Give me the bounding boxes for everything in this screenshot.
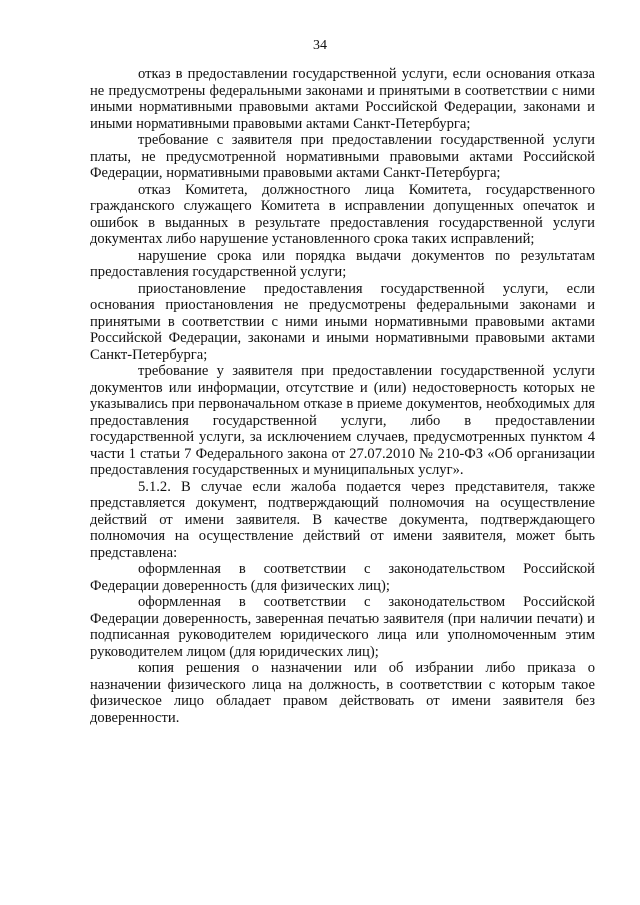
page-number: 34 (313, 38, 327, 53)
paragraph-issuance-violation: нарушение срока или порядка выдачи документов по результатам предоставления государственной услуги; (90, 247, 595, 280)
paragraph-5-1-2: 5.1.2. В случае если жалоба подается через представителя, также представляется документ, подтверждающий полномочия на осуществление действий от имени заявителя. В качестве документа, подтверждающего полномочия на осуществление действий от имени заявителя, может быть представлена: (90, 478, 595, 561)
document-body (90, 66, 595, 726)
paragraph-correction-refusal: отказ Комитета, должностного лица Комитета, государственного гражданского служащего Комитета в исправлении допущенных опечаток и ошибок в выданных в результате предоставления государственной услуги документах либо нарушение установленного срока таких исправлений; (90, 181, 595, 247)
paragraph-suspension: приостановление предоставления государственной услуги, если основания приостановления не предусмотрены федеральными законами и принятыми в соответствии с ними иными нормативными правовыми актами Российской Федерации, законами и иными нормативными правовыми актами Санкт-Петербурга; (90, 280, 595, 363)
paragraph-fee-requirement: требование с заявителя при предоставлении государственной услуги платы, не предусмотренной нормативными правовыми актами Российской Федерации, нормативными правовыми актами Санкт-Петербурга; (90, 132, 595, 181)
paragraph-appointment-copy: копия решения о назначении или об избрании либо приказа о назначении физического лица на должность, в соответствии с которым такое физическое лицо обладает правом действовать от имени заявителя без доверенности. (90, 660, 595, 726)
paragraph-individual-proxy: оформленная в соответствии с законодательством Российской Федерации доверенность (для физических лиц); (90, 561, 595, 594)
paragraph-refusal-grounds: отказ в предоставлении государственной услуги, если основания отказа не предусмотрены федеральными законами и принятыми в соответствии с ними иными нормативными правовыми актами Российской Федерации, законами и иными нормативными правовыми актами Санкт-Петербурга; (90, 66, 595, 132)
paragraph-document-requirement: требование у заявителя при предоставлении государственной услуги документов или информации, отсутствие и (или) недостоверность которых не указывались при первоначальном отказе в приеме документов, необходимых для предоставления государственной услуги, либо в предоставлении государственной услуги, за исключением случаев, предусмотренных пунктом 4 части 1 статьи 7 Федерального закона от 27.07.2010 № 210-ФЗ «Об организации предоставления государственных и муниципальных услуг». (90, 363, 595, 478)
paragraph-legal-entity-proxy: оформленная в соответствии с законодательством Российской Федерации доверенность, заверенная печатью заявителя (при наличии печати) и подписанная руководителем юридического лица или уполномоченным этим руководителем лицом (для юридических лиц); (90, 594, 595, 660)
